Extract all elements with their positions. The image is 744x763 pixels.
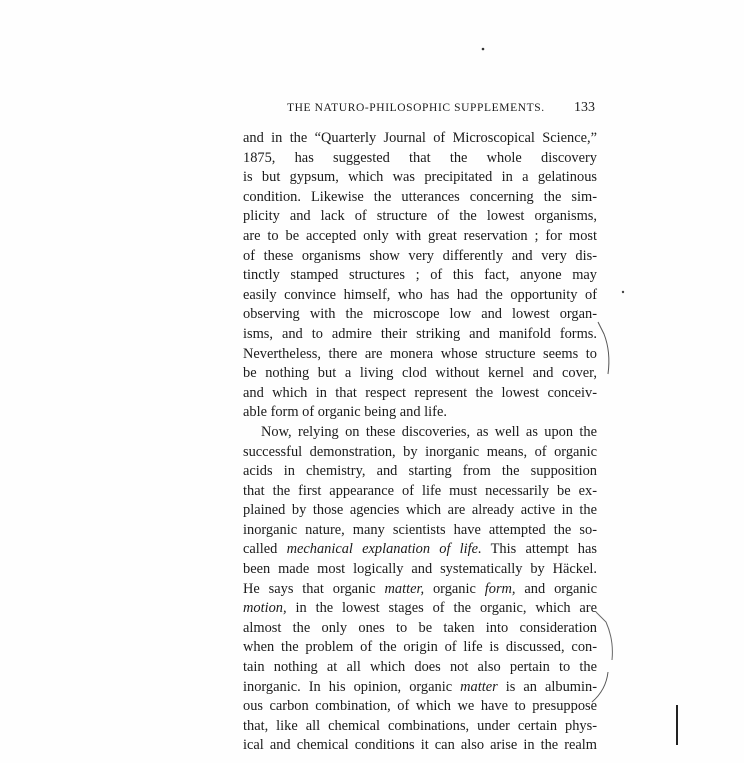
page-number: 133: [574, 100, 595, 115]
text-line: been made most logically and systematically by Häckel.: [243, 561, 597, 578]
text-line: 1875, has suggested that the whole discovery: [243, 149, 597, 166]
text-run: is an albumin-: [505, 678, 597, 695]
text-line: tinctly stamped structures ; of this fact, anyone may: [243, 267, 597, 284]
text-line: plicity and lack of structure of the lowest organisms,: [243, 208, 597, 225]
text-line: condition. Likewise the utterances concerning the sim-: [243, 188, 597, 205]
italic-phrase: mechanical explanation of life.: [286, 541, 482, 558]
text-line: observing with the microscope low and lowest organ-: [243, 306, 597, 323]
italic-word: matter: [460, 678, 498, 695]
text-line: and which in that respect represent the lowest conceiv-: [243, 384, 597, 401]
text-line: be nothing but a living clod without kernel and cover,: [243, 365, 597, 382]
text-run: This attempt has: [490, 541, 597, 558]
text-line: that the first appearance of life must necessarily be ex-: [243, 482, 597, 499]
text-line: is but gypsum, which was precipitated in a gelatinous: [243, 169, 597, 186]
text-line: acids in chemistry, and starting from the supposition: [243, 463, 597, 480]
text-line: inorganic nature, many scientists have attempted the so-: [243, 521, 597, 538]
text-run: and organic: [524, 580, 597, 597]
italic-word: motion,: [243, 600, 287, 617]
text-line: successful demonstration, by inorganic means, of organic: [243, 443, 597, 460]
paragraph-first-line: Now, relying on these discoveries, as well as upon the: [261, 423, 597, 440]
text-line: of these organisms show very differently and very dis-: [243, 247, 597, 264]
text-line: ical and chemical conditions it can also arise in the realm: [243, 737, 597, 754]
text-line: plained by those agencies which are already active in the: [243, 502, 597, 519]
text-line: tain nothing at all which does not also pertain to the: [243, 659, 597, 676]
text-line: and in the “Quarterly Journal of Microscopical Science,”: [243, 130, 597, 146]
italic-word: form,: [484, 580, 516, 597]
text-line: Nevertheless, there are monera whose structure seems to: [243, 345, 597, 362]
ink-speck: [482, 48, 485, 51]
margin-bracket-mark: [592, 672, 608, 702]
margin-bracket-mark: [596, 612, 612, 660]
running-title: THE NATURO-PHILOSOPHIC SUPPLEMENTS.: [287, 102, 545, 114]
text-line: ous carbon combination, of which we have to presuppose: [243, 698, 597, 715]
text-line: isms, and to admire their striking and manifold forms.: [243, 325, 597, 342]
margin-bracket-mark: [598, 322, 609, 374]
text-line: that, like all chemical combinations, under certain phys-: [243, 717, 597, 734]
italic-word: matter,: [384, 580, 425, 597]
text-run: in the lowest stages of the organic, which are: [295, 600, 597, 617]
text-line: easily convince himself, who has had the opportunity of: [243, 286, 597, 303]
text-run: He says that organic: [243, 580, 376, 597]
text-line: able form of organic being and life.: [243, 404, 447, 421]
text-run: inorganic. In his opinion, organic: [243, 678, 453, 695]
text-run: called: [243, 541, 278, 558]
text-line: are to be accepted only with great reservation ; for most: [243, 227, 597, 244]
text-line: almost the only ones to be taken into consideration: [243, 619, 597, 636]
text-run: organic: [432, 580, 476, 597]
ink-speck: [622, 291, 624, 293]
text-line: when the problem of the origin of life is discussed, con-: [243, 639, 597, 656]
